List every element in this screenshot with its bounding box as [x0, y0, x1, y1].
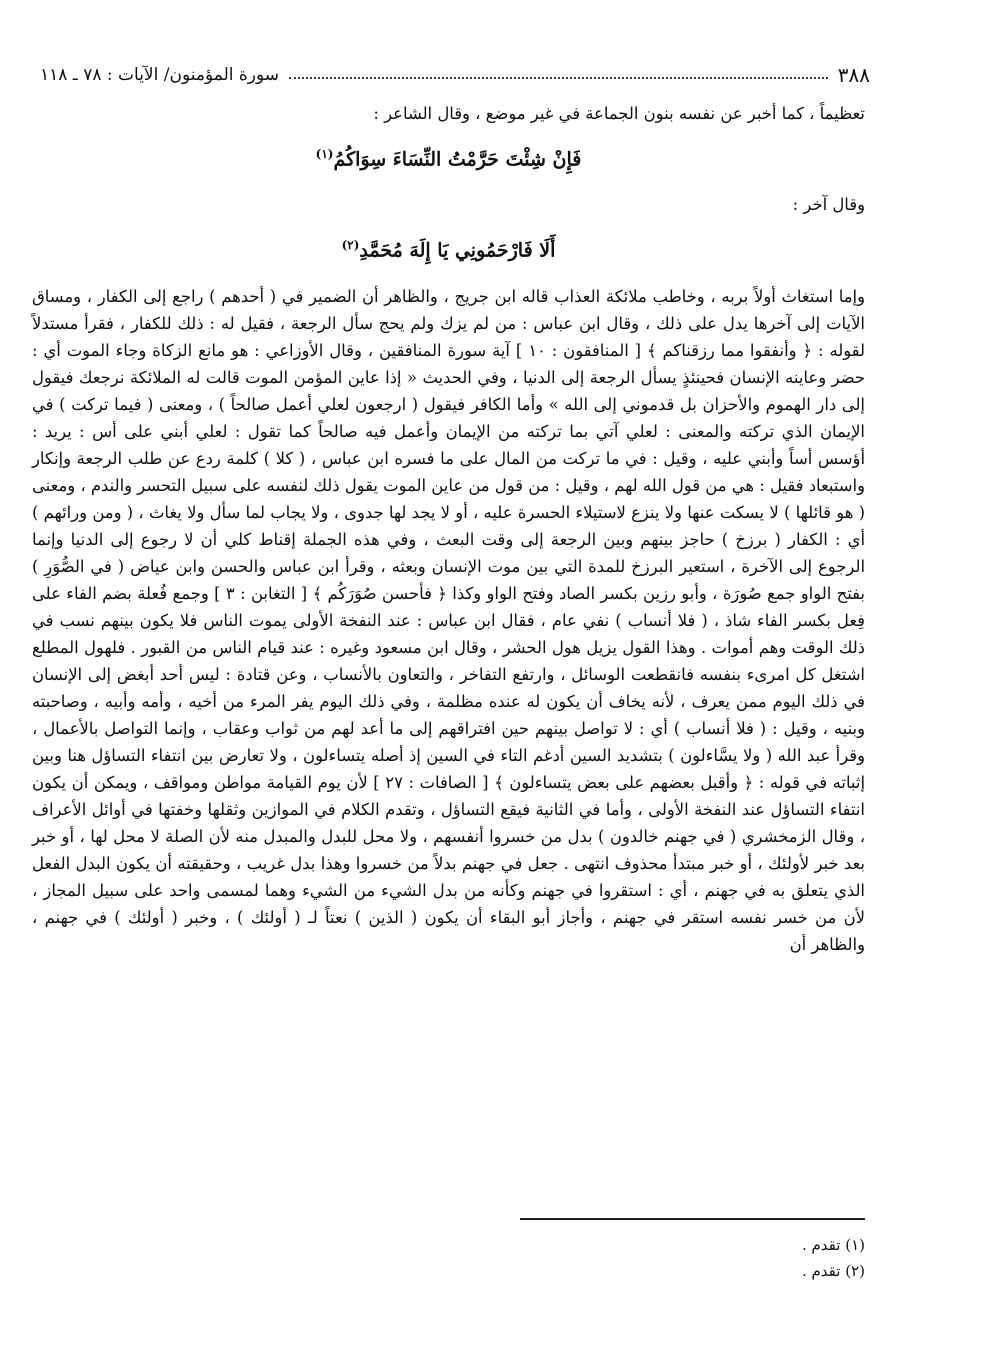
- poetry-verse: [32, 141, 865, 173]
- footnote-separator: [520, 1218, 865, 1220]
- footnotes: [520, 1232, 865, 1284]
- body-paragraph: وإما استغاث أولاً بربه ، وخاطب ملائكة العذاب قاله ابن جريج ، والظاهر أن الضمير في ( أحدهم ) راجع إلى الكفار ، ومساق الآيات إلى آخرها يدل على ذلك ، وقال ابن عباس : من لم يزك ولم يحج سأل الرجعة ، فقيل له : ذلك للكفار ، فقرأ مستدلاً لقوله : ﴿ وأنفقوا مما رزقناكم ﴾ [ المنافقون : ١٠ ] آية سورة المنافقين ، وقال الأوزاعي : هو مانع الزكاة وجاء الموت أي : حضر وعاينه الإنسان فحينئذٍ يسأل الرجعة إلى الدنيا ، وفي الحديث « إذا عاين المؤمن الموت قالت له الملائكة نرجعك فيقول إلى دار الهموم والأحزان بل قدموني إلى الله » وأما الكافر فيقول ( ارجعون لعلي أعمل صالحاً ) ، ومعنى ( فيما تركت ) في الإيمان الذي تركته والمعنى : لعلي آتي بما تركته من الإيمان وأعمل فيه صالحاً كما تقول : لعلي أبني على أس : يريد : أؤسس أساً وأبني عليه ، وقيل : في ما تركت من المال على ما فسره ابن عباس ، ( كلا ) كلمة ردع عن طلب الرجعة وإنكار واستبعاد فقيل : هي من قول الله لهم ، وقيل : من قول من عاين الموت يقول ذلك لنفسه على سبيل التحسر والندم ، ومعنى ( هو قائلها ) لا يسكت عنها ولا ينزع لاستيلاء الحسرة عليه ، أو لا يجد لها جدوى ، ولا يجاب لما سأل ولا يغاث ، ( ومن ورائهم ) أي : الكفار ( برزخ ) حاجز بينهم وبين الرجعة إلى وقت البعث ، وفي هذه الجملة إقناط كلي أن لا رجوع إلى الدنيا وإنما الرجوع إلى الآخرة ، استعير البرزخ للمدة التي بين موت الإنسان وبعثه ، وقرأ ابن عباس والحسن وابن عياض ( في الصُّوَرِ ) بفتح الواو جمع صُورَة ، وأبو رزين بكسر الصاد وفتح الواو وكذا ﴿ فأحسن صُوَرَكُم ﴾ [ التغابن : ٣ ] وجمع فُعلة بضم الفاء على فِعل بكسر الفاء شاذ ، ( فلا أنساب ) نفي عام ، فقال ابن عباس : عند النفخة الأولى يموت الناس فلا يكون بينهم نسب في ذلك الوقت وهم أموات . وهذا القول يزيل هول الحشر ، وقال ابن مسعود وغيره : عند قيام الناس من القبور . فلهول المطلع اشتغل كل امرىء بنفسه فانقطعت الوسائل ، وارتفع التفاخر ، والتعاون بالأنساب ، وعن قتادة : ليس أحد أبغض إلى الإنسان في ذلك اليوم ممن يعرف ، لأنه يخاف أن يكون له عنده مظلمة ، وفي ذلك اليوم يفر المرء من أخيه ، وأمه وأبيه ، وصاحبته وبنيه ، وقيل : ( فلا أنساب ) أي : لا تواصل بينهم حين افتراقهم إلى ما أعد لهم من ثواب وعقاب ، وإنما التواصل بالأعمال ، وقرأ عبد الله ( ولا يسَّاءلون ) بتشديد السين أدغم التاء في السين إذ أصله يتساءلون ، ولا تعارض بين انتفاء التساؤل هنا وبين إثباته في قوله : ﴿ وأقبل بعضهم على بعض يتساءلون ﴾ [ الصافات : ٢٧ ] لأن يوم القيامة مواطن ومواقف ، ويمكن أن يكون انتفاء التساؤل عند النفخة الأولى ، وأما في الثانية فيقع التساؤل ، وتقدم الكلام في الموازين وثقلها وخفتها في أوائل الأعراف ، وقال الزمخشري ( في جهنم خالدون ) بدل من خسروا أنفسهم ، ولا محل للبدل والمبدل منه لأن الصلة لا محل لها ، أو خبر بعد خبر لأولئك ، أو خبر مبتدأ محذوف انتهى . جعل في جهنم بدلاً من خسروا وهذا بدل غريب ، وحقيقته أن يكون البدل الفعل الذي يتعلق به في جهنم ، أي : استقروا في جهنم وكأنه من بدل الشيء من الشيء وهما لمسمى واحد على سبيل المجاز ، لأن من خسر نفسه استقر في جهنم ، وأجاز أبو البقاء أن يكون ( الذين ) نعتاً لـ ( أولئك ) ، وخبر ( أولئك ) في جهنم ، والظاهر أن: [31, 286, 866, 954]
- verse-text: فَإِنْ شِئْتَ حَرَّمْتُ النِّسَاءَ سِوَاكُمُ: [333, 148, 582, 171]
- header-dotted-leader: [289, 77, 828, 79]
- main-text: [32, 100, 865, 958]
- footnote-ref: (٢): [341, 238, 360, 253]
- page-number: ٣٨٨: [837, 63, 870, 87]
- body-line: تعظيماً ، كما أخبر عن نفسه بنون الجماعة في غير موضع ، وقال الشاعر :: [373, 104, 865, 123]
- poetry-verse: [32, 232, 865, 264]
- running-title: سورة المؤمنون/ الآيات : ٧٨ ـ ١١٨: [40, 65, 280, 85]
- verse-text: أَلَا فَارْحَمُونِي يَا إِلَهَ مُحَمَّدِ: [359, 239, 556, 262]
- body-line: وقال آخر :: [792, 195, 865, 215]
- footnote: (١) تقدم .: [801, 1236, 865, 1254]
- footnote-ref: (١): [315, 147, 334, 161]
- footnote: (٢) تقدم .: [801, 1262, 865, 1280]
- running-header: [40, 62, 870, 88]
